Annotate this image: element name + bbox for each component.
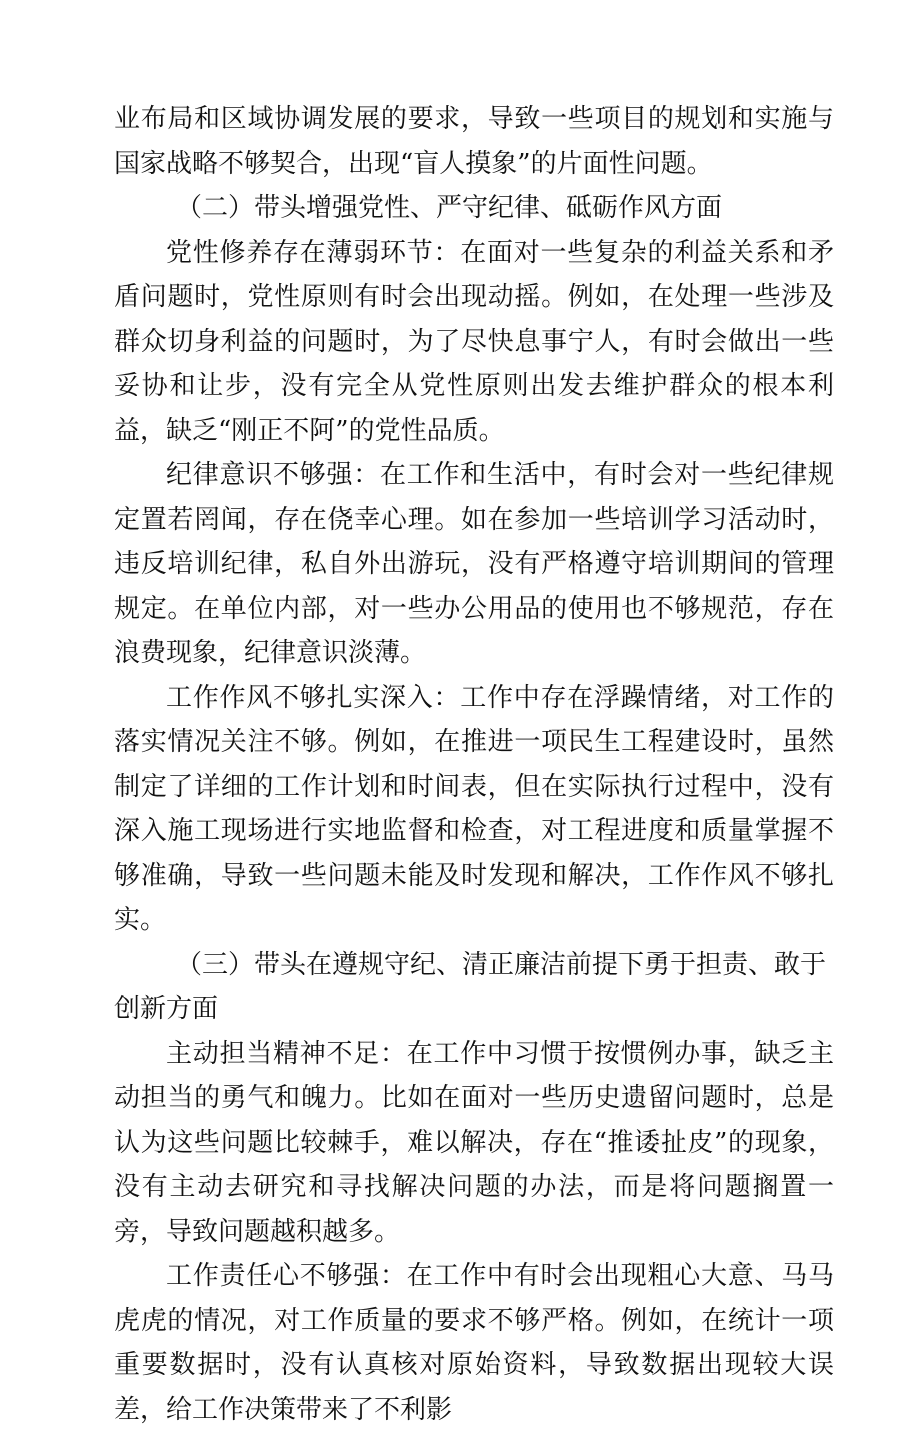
section-heading-3: （三）带头在遵规守纪、清正廉洁前提下勇于担责、敢于创新方面: [114, 949, 827, 1024]
paragraph-continuation: 业布局和区域协调发展的要求，导致一些项目的规划和实施与国家战略不够契合，出现“盲人摸象”的片面性问题。: [114, 104, 834, 179]
paragraph-work-style: 工作作风不够扎实深入：工作中存在浮躁情绪，对工作的落实情况关注不够。例如，在推进一项民生工程建设时，虽然制定了详细的工作计划和时间表，但在实际执行过程中，没有深入施工现场进行实地监督和检查，对工程进度和质量掌握不够准确，导致一些问题未能及时发现和解决，工作作风不够扎实。: [114, 682, 834, 935]
section-heading-2: （二）带头增强党性、严守纪律、砥砺作风方面: [176, 193, 723, 223]
paragraph-responsibility: 主动担当精神不足：在工作中习惯于按惯例办事，缺乏主动担当的勇气和魄力。比如在面对一些历史遗留问题时，总是认为这些问题比较棘手，难以解决，存在“推诿扯皮”的现象，没有主动去研究和寻找解决问题的办法，而是将问题搁置一旁，导致问题越积越多。: [114, 1038, 834, 1247]
document-body: [114, 97, 834, 1432]
paragraph-discipline: 纪律意识不够强：在工作和生活中，有时会对一些纪律规定置若罔闻，存在侥幸心理。如在参加一些培训学习活动时，违反培训纪律，私自外出游玩，没有严格遵守培训期间的管理规定。在单位内部，对一些办公用品的使用也不够规范，存在浪费现象，纪律意识淡薄。: [114, 460, 834, 668]
paragraph-work-responsibility: 工作责任心不够强：在工作中有时会出现粗心大意、马马虎虎的情况，对工作质量的要求不够严格。例如，在统计一项重要数据时，没有认真核对原始资料，导致数据出现较大误差，给工作决策带来了不利影: [114, 1261, 834, 1425]
paragraph-party-spirit: 党性修养存在薄弱环节：在面对一些复杂的利益关系和矛盾问题时，党性原则有时会出现动摇。例如，在处理一些涉及群众切身利益的问题时，为了尽快息事宁人，有时会做出一些妥协和让步，没有完全从党性原则出发去维护群众的根本利益，缺乏“刚正不阿”的党性品质。: [114, 237, 834, 446]
